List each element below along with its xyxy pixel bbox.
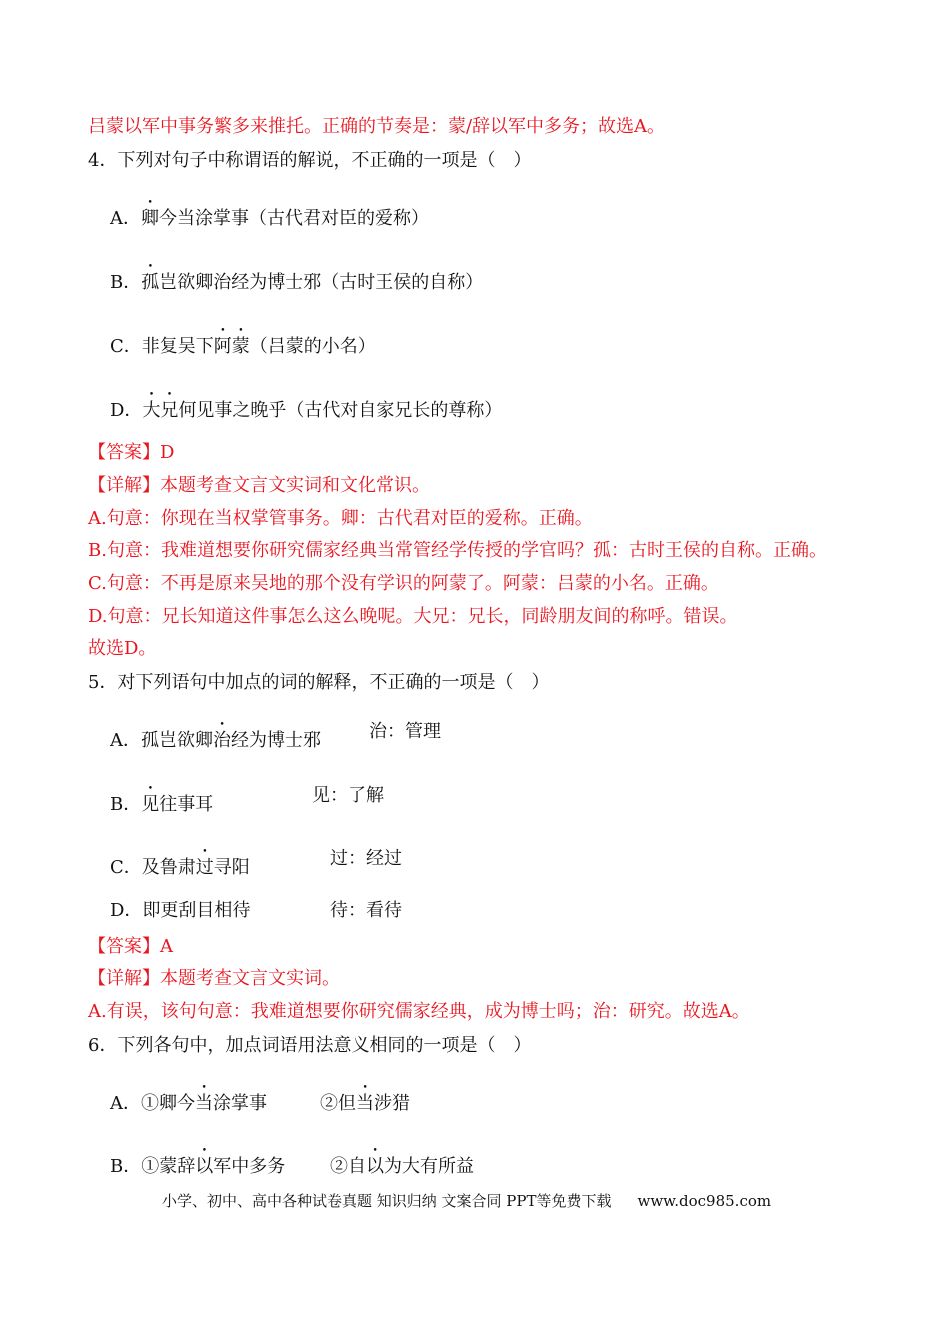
- q4-option-a: [110, 198, 429, 231]
- dotted-word: 当: [356, 1093, 374, 1114]
- option-meaning: 治：管理: [369, 721, 441, 742]
- q5-explain-line: A.有误，该句句意：我难道想要你研究儒家经典，成为博士吗；治：研究。故选A。: [88, 1001, 750, 1022]
- page-footer: [162, 1190, 771, 1212]
- q5-option-b: [110, 784, 384, 817]
- option-label: B．: [110, 1156, 142, 1177]
- carryover-text: 吕蒙以军中事务繁多来推托。正确的节奏是：蒙/辞以军中多务；故选A。: [88, 116, 666, 137]
- option-label: D．: [110, 400, 143, 421]
- option-text-pre: ①卿今: [141, 1093, 195, 1114]
- option-label: B．: [110, 272, 142, 293]
- option-label: A．: [110, 208, 141, 229]
- q4-answer: 【答案】D: [88, 442, 175, 463]
- q5-option-c: [110, 847, 402, 880]
- q6-option-a: [110, 1083, 410, 1116]
- option-text-pre: 即更刮目相: [142, 900, 233, 921]
- option-meaning: 待：看待: [330, 900, 402, 921]
- option-text: 往事耳: [159, 794, 214, 815]
- q4-option-d: [110, 390, 502, 423]
- option-label: C．: [110, 336, 142, 357]
- dotted-word: 卿: [141, 208, 159, 229]
- dotted-word: 以: [366, 1156, 384, 1177]
- option-label: A．: [110, 1093, 141, 1114]
- q6-option-b: [110, 1146, 474, 1179]
- dotted-word: 当: [195, 1093, 213, 1114]
- option-text: 涂掌事: [213, 1093, 267, 1114]
- option-text: 寻阳: [213, 857, 250, 878]
- q4-option-b: [110, 262, 483, 295]
- option-label: A．: [110, 730, 141, 751]
- option-text: 军中多务: [213, 1156, 286, 1177]
- option-label: C．: [110, 857, 142, 878]
- option-text-pre: 及鲁肃: [141, 857, 196, 878]
- q5-stem: 5．对下列语句中加点的词的解释，不正确的一项是（ ）: [88, 672, 550, 693]
- q4-option-c: [110, 326, 376, 359]
- option-second-sentence: ②但当涉猎: [320, 1093, 410, 1114]
- footer-url[interactable]: www.doc985.com: [637, 1192, 772, 1210]
- dotted-word: 见: [141, 794, 160, 815]
- option-text-pre: 孤岂欲卿: [141, 730, 213, 751]
- option-label: B．: [110, 794, 142, 815]
- dotted-word: 以: [195, 1156, 214, 1177]
- option-text-pre: ①蒙辞: [141, 1156, 196, 1177]
- q4-explain-line: A.句意：你现在当权掌管事务。卿：古代君对臣的爱称。正确。: [88, 508, 593, 529]
- footer-text: 小学、初中、高中各种试卷真题 知识归纳 文案合同 PPT等免费下载: [162, 1192, 612, 1210]
- q4-explain-line: 【详解】本题考查文言文实词和文化常识。: [88, 475, 430, 496]
- option-text: 岂欲卿治经为博士邪（古时王侯的自称）: [159, 272, 484, 293]
- q4-explain-line: D.句意：兄长知道这件事怎么这么晚呢。大兄：兄长，同龄朋友间的称呼。错误。: [88, 606, 738, 627]
- option-text: 经为博士邪: [231, 730, 321, 751]
- option-meaning: 过：经过: [330, 848, 402, 869]
- option-text: 何见事之晚乎（古代对自家兄长的尊称）: [178, 400, 503, 421]
- q5-answer: 【答案】A: [88, 936, 173, 957]
- option-meaning: 见：了解: [312, 785, 384, 806]
- q4-explain-line: C.句意：不再是原来吴地的那个没有学识的阿蒙了。阿蒙：吕蒙的小名。正确。: [88, 573, 719, 594]
- q4-stem: 4．下列对句子中称谓语的解说，不正确的一项是（ ）: [88, 150, 532, 171]
- option-text-pre: 非复吴下: [141, 336, 214, 357]
- q5-option-a: [110, 720, 441, 753]
- dotted-word: 治: [213, 730, 231, 751]
- option-word: 待: [232, 900, 251, 921]
- dotted-word: 过: [195, 857, 214, 878]
- q6-stem: 6．下列各句中，加点词语用法意义相同的一项是（ ）: [88, 1035, 532, 1056]
- dotted-word: 大兄: [142, 400, 179, 421]
- q5-option-d: [110, 899, 402, 923]
- option-text: 今当涂掌事（古代君对臣的爱称）: [159, 208, 429, 229]
- option-text: （吕蒙的小名）: [249, 336, 376, 357]
- q4-explain-line: 故选D。: [88, 638, 157, 659]
- dotted-word: 孤: [141, 272, 160, 293]
- option-second-sentence: ②自以为大有所益: [330, 1156, 474, 1177]
- q4-explain-line: B.句意：我难道想要你研究儒家经典当常管经学传授的学官吗？孤：古时王侯的自称。正确。: [88, 540, 827, 561]
- option-label: D．: [110, 900, 143, 921]
- q5-explain-line: 【详解】本题考查文言文实词。: [88, 968, 340, 989]
- dotted-word: 阿蒙: [213, 336, 250, 357]
